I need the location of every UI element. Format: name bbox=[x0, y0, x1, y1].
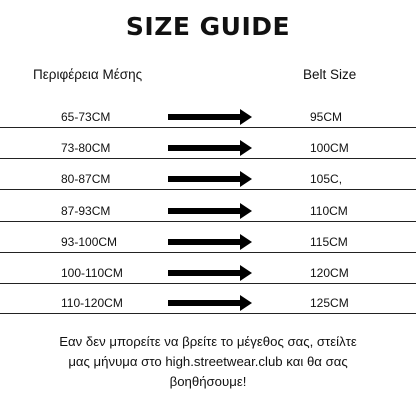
row-divider bbox=[0, 189, 416, 190]
waist-range: 73-80CM bbox=[61, 141, 111, 155]
row-divider bbox=[0, 221, 416, 222]
contact-note-line: μας μήνυμα στο high.streetwear.club και θα σας bbox=[68, 354, 348, 369]
table-row bbox=[0, 106, 416, 136]
contact-note-line: Εαν δεν μπορείτε να βρείτε το μέγεθος σας, στείλτε bbox=[59, 334, 357, 349]
belt-size: 120CM bbox=[310, 266, 349, 280]
arrow-right-icon bbox=[168, 234, 252, 250]
row-divider bbox=[0, 127, 416, 128]
arrow-right-icon bbox=[168, 109, 252, 125]
belt-size: 115CM bbox=[310, 235, 348, 249]
belt-size: 125CM bbox=[310, 296, 349, 310]
waist-range: 65-73CM bbox=[61, 110, 111, 124]
arrow-right-icon bbox=[168, 265, 252, 281]
contact-note bbox=[20, 332, 396, 392]
table-row bbox=[0, 292, 416, 322]
arrow-right-icon bbox=[168, 140, 252, 156]
page-title: SIZE GUIDE bbox=[125, 12, 291, 41]
waist-range: 100-110CM bbox=[61, 266, 123, 280]
waist-range: 87-93CM bbox=[61, 204, 111, 218]
waist-range: 110-120CM bbox=[61, 296, 123, 310]
table-row bbox=[0, 231, 416, 261]
table-row bbox=[0, 200, 416, 230]
waist-range: 93-100CM bbox=[61, 235, 118, 249]
arrow-right-icon bbox=[168, 295, 252, 311]
belt-size: 95CM bbox=[310, 110, 343, 124]
belt-size: 110CM bbox=[310, 204, 348, 218]
belt-size: 100CM bbox=[310, 141, 349, 155]
waist-column-header: Περιφέρεια Μέσης bbox=[33, 67, 143, 82]
belt-column-header: Belt Size bbox=[303, 67, 357, 82]
row-divider bbox=[0, 313, 416, 314]
table-row bbox=[0, 262, 416, 292]
row-divider bbox=[0, 252, 416, 253]
waist-range: 80-87CM bbox=[61, 172, 111, 186]
row-divider bbox=[0, 158, 416, 159]
contact-note-line: βοηθήσουμε! bbox=[169, 374, 247, 389]
arrow-right-icon bbox=[168, 203, 252, 219]
row-divider bbox=[0, 283, 416, 284]
table-row bbox=[0, 168, 416, 198]
arrow-right-icon bbox=[168, 171, 252, 187]
belt-size: 105C, bbox=[310, 172, 343, 186]
table-row bbox=[0, 137, 416, 167]
